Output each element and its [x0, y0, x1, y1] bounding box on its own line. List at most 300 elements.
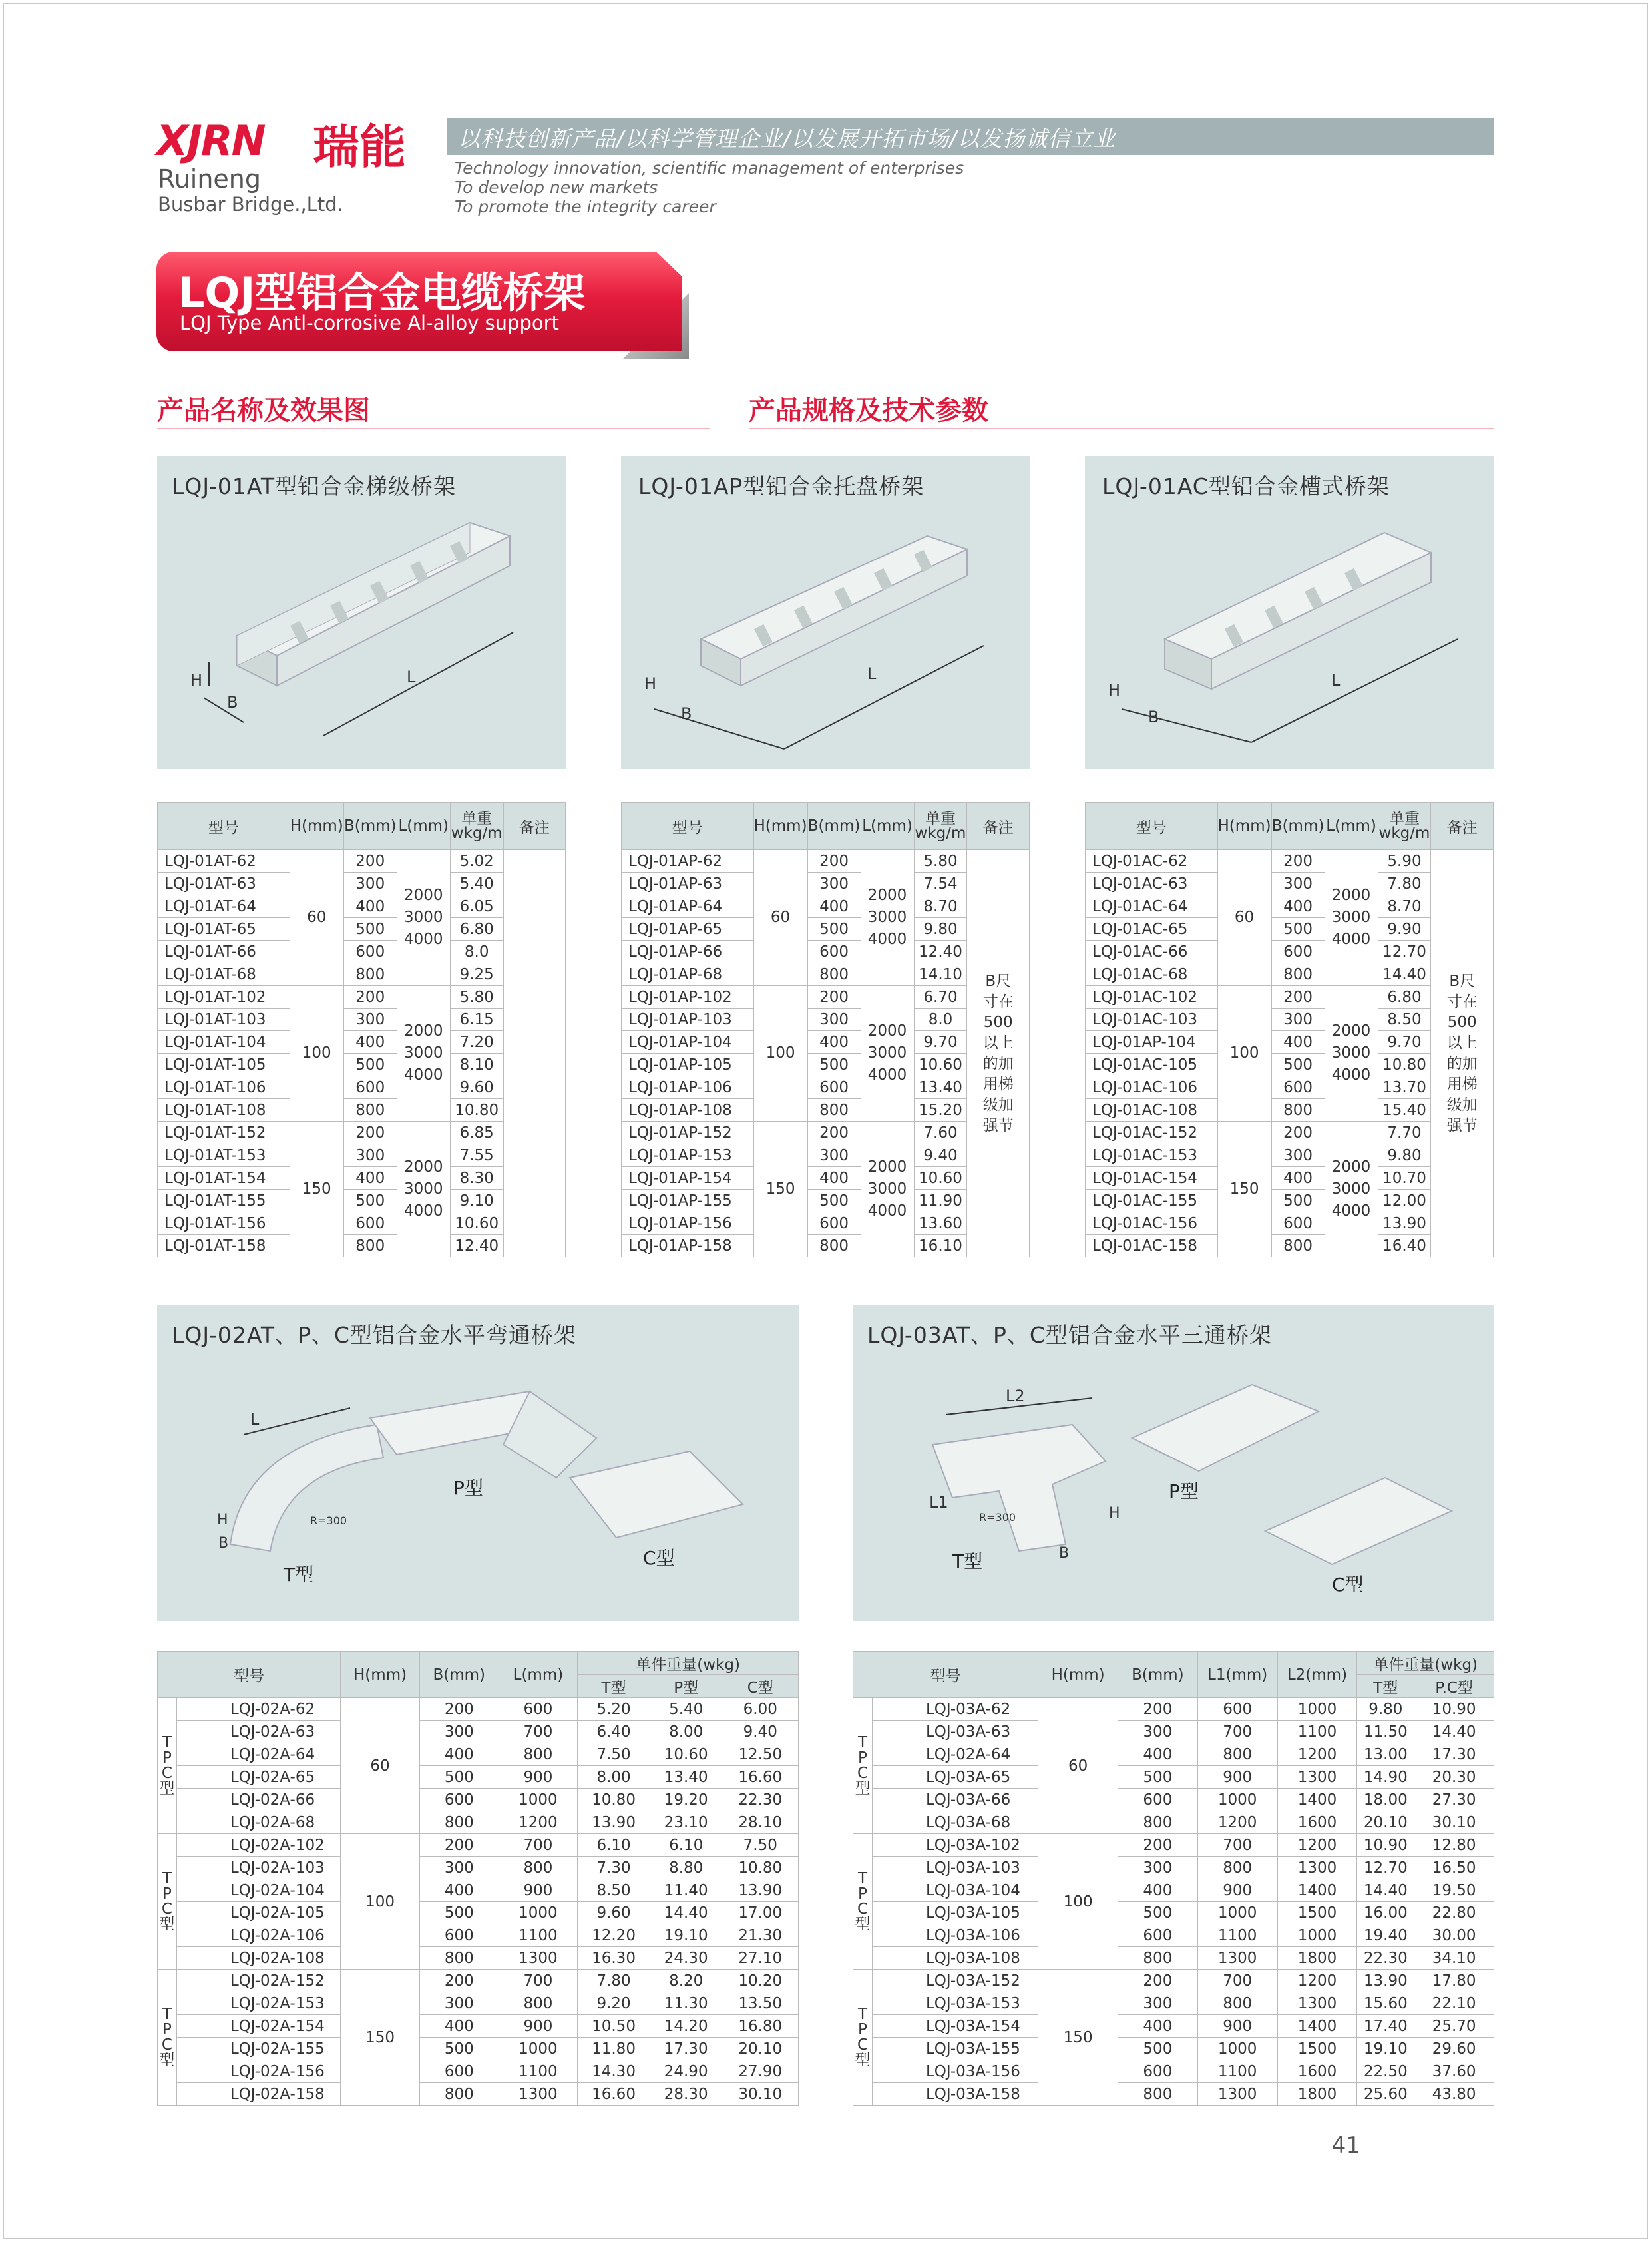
page-number: 41	[1331, 2132, 1360, 2159]
value-cell: 17.40	[1357, 2015, 1414, 2038]
header-cell-b: B(mm)	[807, 803, 861, 850]
model-cell: LQJ-01AC-68	[1086, 963, 1218, 986]
company-name: Ruineng	[158, 164, 262, 194]
value-cell: 1400	[1277, 1879, 1357, 1902]
value-cell: 600	[499, 1698, 578, 1721]
h-cell: 150	[341, 1970, 420, 2106]
model-cell: LQJ-01AC-108	[1086, 1099, 1218, 1122]
table-row	[158, 850, 566, 873]
slogan-en-line: To promote the integrity career	[455, 197, 716, 216]
model-cell: LQJ-03A-105	[872, 1902, 1038, 1924]
model-cell: LQJ-01AT-105	[158, 1054, 290, 1076]
value-cell: 800	[1197, 1743, 1277, 1766]
weight-cell: 14.10	[914, 963, 967, 986]
panel-label: LQJ-01AP型铝合金托盘桥架	[638, 473, 925, 499]
weight-cell: 8.70	[914, 895, 967, 918]
l-cell	[1325, 986, 1378, 1122]
table-row	[853, 2015, 1494, 2038]
section-title-right: 产品规格及技术参数	[749, 395, 988, 426]
model-cell: LQJ-02A-158	[176, 2083, 340, 2106]
model-cell: LQJ-02A-64	[176, 1743, 340, 1766]
model-cell: LQJ-01AP-102	[622, 986, 754, 1009]
b-cell: 200	[343, 850, 397, 873]
b-cell: 200	[343, 1122, 397, 1144]
b-cell: 500	[807, 918, 861, 941]
value-cell: 1200	[1277, 1970, 1357, 1992]
value-cell: 29.60	[1414, 2038, 1494, 2060]
value-cell: 19.20	[650, 1789, 722, 1811]
model-cell: LQJ-03A-102	[872, 1834, 1038, 1857]
weight-cell: 7.55	[450, 1144, 503, 1167]
slogan-cn: 以科技创新产品/以科学管理企业/以发展开拓市场/以发扬诚信立业	[458, 126, 1116, 152]
model-cell: LQJ-01AC-66	[1086, 941, 1218, 963]
b-cell: 300	[1271, 1144, 1325, 1167]
product-panel-01ap	[621, 456, 1030, 769]
value-cell: 1500	[1277, 2038, 1357, 2060]
value-cell: 16.00	[1357, 1902, 1414, 1924]
value-cell: 7.50	[722, 1834, 799, 1857]
value-cell: 8.00	[650, 1721, 722, 1743]
h-cell: 100	[1217, 986, 1271, 1122]
weight-cell: 5.80	[450, 986, 503, 1009]
weight-cell: 7.80	[1378, 873, 1431, 895]
model-cell: LQJ-03A-62	[872, 1698, 1038, 1721]
model-cell: LQJ-01AP-65	[622, 918, 754, 941]
table-row	[158, 1721, 799, 1743]
value-cell: 10.80	[722, 1857, 799, 1879]
weight-cell: 9.10	[450, 1190, 503, 1212]
b-cell: 600	[807, 941, 861, 963]
note-cell	[503, 850, 565, 1257]
b-cell: 500	[1271, 918, 1325, 941]
weight-cell: 10.60	[914, 1054, 967, 1076]
table-row	[853, 1698, 1494, 1721]
note-text: B尺寸在500以上的加用梯级加强节	[1446, 972, 1478, 1134]
product-panel-01at	[157, 456, 566, 769]
note-text: B尺寸在500以上的加用梯级加强节	[982, 972, 1014, 1134]
l-value: 4000	[403, 931, 443, 948]
weight-cell: 9.90	[1378, 918, 1431, 941]
b-cell: 800	[807, 963, 861, 986]
model-cell: LQJ-01AC-103	[1086, 1009, 1218, 1031]
value-cell: 1100	[1197, 2060, 1277, 2083]
model-cell: LQJ-01AP-158	[622, 1235, 754, 1257]
b-cell: 200	[1271, 986, 1325, 1009]
value-cell: 19.40	[1357, 1924, 1414, 1947]
value-cell: 400	[1118, 1879, 1198, 1902]
weight-cell: 7.60	[914, 1122, 967, 1144]
model-cell: LQJ-01AP-108	[622, 1099, 754, 1122]
value-cell: 900	[1197, 2015, 1277, 2038]
header-cell-h: H(mm)	[1217, 803, 1271, 850]
weight-cell: 13.40	[914, 1076, 967, 1099]
l-value: 3000	[867, 1044, 907, 1062]
value-cell: 27.30	[1414, 1789, 1494, 1811]
model-cell: LQJ-01AP-68	[622, 963, 754, 986]
b-cell: 200	[807, 850, 861, 873]
b-cell: 300	[1271, 1009, 1325, 1031]
value-cell: 12.80	[1414, 1834, 1494, 1857]
value-cell: 1200	[1197, 1811, 1277, 1834]
value-cell: 600	[1118, 1789, 1198, 1811]
value-cell: 1600	[1277, 2060, 1357, 2083]
l-value: 4000	[867, 1202, 907, 1220]
value-cell: 400	[419, 2015, 499, 2038]
model-cell: LQJ-01AP-153	[622, 1144, 754, 1167]
value-cell: 1200	[499, 1811, 578, 1834]
note-cell	[967, 850, 1030, 1257]
value-cell: 5.20	[578, 1698, 650, 1721]
b-cell: 800	[343, 1235, 397, 1257]
value-cell: 1000	[1197, 1902, 1277, 1924]
b-cell: 500	[1271, 1190, 1325, 1212]
value-cell: 10.90	[1357, 1834, 1414, 1857]
type-c-label: C型	[1332, 1574, 1364, 1596]
model-cell: LQJ-02A-62	[176, 1698, 340, 1721]
l-value: 2000	[1331, 1022, 1371, 1040]
table-row	[853, 2060, 1494, 2083]
value-cell: 1300	[499, 2083, 578, 2106]
table-row	[853, 2083, 1494, 2106]
value-cell: 9.60	[578, 1902, 650, 1924]
value-cell: 500	[419, 1902, 499, 1924]
value-cell: 200	[419, 1834, 499, 1857]
model-cell: LQJ-02A-65	[176, 1766, 340, 1789]
weight-cell: 6.80	[450, 918, 503, 941]
spec-table-01ap	[621, 802, 1030, 1257]
value-cell: 30.00	[1414, 1924, 1494, 1947]
b-cell: 800	[1271, 1099, 1325, 1122]
value-cell: 200	[419, 1698, 499, 1721]
value-cell: 8.20	[650, 1970, 722, 1992]
b-cell: 400	[807, 1031, 861, 1054]
b-cell: 800	[1271, 963, 1325, 986]
dim-b-label: B	[1148, 708, 1159, 726]
table-row	[158, 2060, 799, 2083]
model-cell: LQJ-01AT-156	[158, 1212, 290, 1235]
value-cell: 14.40	[1414, 1721, 1494, 1743]
value-cell: 600	[1118, 1924, 1198, 1947]
value-cell: 300	[1118, 1857, 1198, 1879]
model-cell: LQJ-03A-106	[872, 1924, 1038, 1947]
dim-l-label: L	[867, 664, 877, 683]
weight-cell: 6.85	[450, 1122, 503, 1144]
model-cell: LQJ-02A-64	[872, 1743, 1038, 1766]
weight-cell: 10.80	[450, 1099, 503, 1122]
value-cell: 22.80	[1414, 1902, 1494, 1924]
model-cell: LQJ-03A-66	[872, 1789, 1038, 1811]
value-cell: 300	[419, 1857, 499, 1879]
note-cell	[1431, 850, 1494, 1257]
value-cell: 16.30	[578, 1947, 650, 1970]
weight-cell: 7.20	[450, 1031, 503, 1054]
l-cell	[1325, 1122, 1378, 1257]
model-cell: LQJ-02A-102	[176, 1834, 340, 1857]
model-cell: LQJ-02A-155	[176, 2038, 340, 2060]
panel-label: LQJ-01AT型铝合金梯级桥架	[172, 473, 456, 499]
company-subname: Busbar Bridge.,Ltd.	[158, 193, 343, 216]
model-cell: LQJ-01AT-65	[158, 918, 290, 941]
banner-title: LQJ型铝合金电缆桥架	[178, 268, 586, 317]
value-cell: 200	[1118, 1834, 1198, 1857]
weight-cell: 10.60	[450, 1212, 503, 1235]
header-cell-weight	[450, 803, 503, 850]
value-cell: 27.10	[722, 1947, 799, 1970]
table-row	[853, 1902, 1494, 1924]
b-cell: 400	[1271, 895, 1325, 918]
value-cell: 12.20	[578, 1924, 650, 1947]
value-cell: 400	[1118, 2015, 1198, 2038]
value-cell: 800	[499, 1992, 578, 2015]
value-cell: 1000	[499, 2038, 578, 2060]
value-cell: 19.50	[1414, 1879, 1494, 1902]
table-row	[158, 1970, 799, 1992]
model-cell: LQJ-03A-108	[872, 1947, 1038, 1970]
model-cell: LQJ-01AP-104	[1086, 1031, 1218, 1054]
l-value: 2000	[1331, 887, 1371, 904]
header-cell-l: L(mm)	[861, 803, 914, 850]
value-cell: 1000	[1197, 1789, 1277, 1811]
model-cell: LQJ-01AP-63	[622, 873, 754, 895]
value-cell: 1300	[1277, 1857, 1357, 1879]
header-cell-note: 备注	[967, 803, 1030, 850]
value-cell: 6.00	[722, 1698, 799, 1721]
table-row	[158, 1879, 799, 1902]
weight-cell: 5.80	[914, 850, 967, 873]
l-value: 4000	[403, 1066, 443, 1084]
value-cell: 400	[419, 1743, 499, 1766]
model-cell: LQJ-01AT-152	[158, 1122, 290, 1144]
weight-cell: 12.70	[1378, 941, 1431, 963]
l-value: 2000	[867, 1022, 907, 1040]
model-cell: LQJ-01AT-103	[158, 1009, 290, 1031]
b-cell: 400	[343, 895, 397, 918]
model-cell: LQJ-01AT-63	[158, 873, 290, 895]
value-cell: 11.50	[1357, 1721, 1414, 1743]
value-cell: 700	[499, 1834, 578, 1857]
model-cell: LQJ-01AP-62	[622, 850, 754, 873]
model-cell: LQJ-02A-153	[176, 1992, 340, 2015]
model-cell: LQJ-01AC-65	[1086, 918, 1218, 941]
table-row	[158, 1811, 799, 1834]
b-cell: 300	[807, 1144, 861, 1167]
dim-h-label: H	[1109, 1505, 1120, 1522]
value-cell: 1300	[1277, 1992, 1357, 2015]
model-cell: LQJ-01AC-105	[1086, 1054, 1218, 1076]
tpc-group-cell	[853, 1834, 873, 1970]
weight-cell: 14.40	[1378, 963, 1431, 986]
value-cell: 10.80	[578, 1789, 650, 1811]
model-cell: LQJ-01AP-106	[622, 1076, 754, 1099]
dim-h-label: H	[644, 674, 657, 693]
table-row	[158, 2038, 799, 2060]
value-cell: 9.20	[578, 1992, 650, 2015]
value-cell: 14.30	[578, 2060, 650, 2083]
table-row	[853, 1766, 1494, 1789]
value-cell: 16.60	[578, 2083, 650, 2106]
dim-l-label: L	[250, 1410, 260, 1429]
header-cell-t: T型	[1357, 1675, 1414, 1698]
header-weight-line: 单重	[461, 810, 493, 827]
spec-table-03a	[853, 1651, 1494, 2106]
b-cell: 800	[807, 1235, 861, 1257]
value-cell: 13.90	[1357, 1970, 1414, 1992]
h-cell: 150	[753, 1122, 807, 1257]
value-cell: 1100	[499, 1924, 578, 1947]
value-cell: 11.40	[650, 1879, 722, 1902]
h-cell: 100	[1038, 1834, 1118, 1970]
model-cell: LQJ-01AP-156	[622, 1212, 754, 1235]
model-cell: LQJ-01AP-64	[622, 895, 754, 918]
header-cell-weight	[914, 803, 967, 850]
table-row	[158, 1902, 799, 1924]
product-panel-03a	[853, 1305, 1494, 1621]
b-cell: 200	[807, 1122, 861, 1144]
header-cell-note: 备注	[1431, 803, 1494, 850]
value-cell: 6.40	[578, 1721, 650, 1743]
b-cell: 400	[807, 1167, 861, 1190]
value-cell: 800	[1197, 1857, 1277, 1879]
model-cell: LQJ-02A-152	[176, 1970, 340, 1992]
l-value: 3000	[403, 909, 443, 926]
b-cell: 800	[343, 1099, 397, 1122]
model-cell: LQJ-03A-63	[872, 1721, 1038, 1743]
l-value: 4000	[403, 1202, 443, 1220]
weight-cell: 15.20	[914, 1099, 967, 1122]
model-cell: LQJ-03A-156	[872, 2060, 1038, 2083]
model-cell: LQJ-02A-105	[176, 1902, 340, 1924]
header-cell-b: B(mm)	[419, 1652, 499, 1698]
weight-cell: 11.90	[914, 1190, 967, 1212]
weight-cell: 8.50	[1378, 1009, 1431, 1031]
header-weight-line: 单重	[925, 810, 956, 827]
model-cell: LQJ-01AT-64	[158, 895, 290, 918]
value-cell: 8.00	[578, 1766, 650, 1789]
value-cell: 700	[499, 1970, 578, 1992]
value-cell: 900	[1197, 1766, 1277, 1789]
header-cell-model: 型号	[1086, 803, 1218, 850]
value-cell: 500	[419, 2038, 499, 2060]
table-row	[158, 1743, 799, 1766]
model-cell: LQJ-01AP-155	[622, 1190, 754, 1212]
weight-cell: 8.70	[1378, 895, 1431, 918]
b-cell: 400	[343, 1167, 397, 1190]
tee-illustration	[853, 1345, 1494, 1621]
value-cell: 9.40	[722, 1721, 799, 1743]
value-cell: 28.30	[650, 2083, 722, 2106]
l-value: 2000	[403, 887, 443, 904]
header-cell-weight: 单件重量(wkg)	[1357, 1652, 1494, 1675]
weight-cell: 6.15	[450, 1009, 503, 1031]
b-cell: 200	[807, 986, 861, 1009]
header-cell-h: H(mm)	[341, 1652, 420, 1698]
weight-cell: 9.70	[914, 1031, 967, 1054]
tpc-group-cell	[853, 1698, 873, 1834]
l-value: 2000	[403, 1158, 443, 1176]
model-cell: LQJ-02A-106	[176, 1924, 340, 1947]
table-row	[158, 1834, 799, 1857]
value-cell: 24.30	[650, 1947, 722, 1970]
weight-cell: 6.70	[914, 986, 967, 1009]
value-cell: 28.10	[722, 1811, 799, 1834]
table-row	[853, 2038, 1494, 2060]
value-cell: 17.30	[1414, 1743, 1494, 1766]
product-panel-02a	[157, 1305, 799, 1621]
model-cell: LQJ-01AC-153	[1086, 1144, 1218, 1167]
table-row	[158, 1857, 799, 1879]
weight-cell: 8.30	[450, 1167, 503, 1190]
model-cell: LQJ-01AT-66	[158, 941, 290, 963]
header-weight-unit: wkg/m	[915, 825, 966, 842]
h-cell: 60	[1217, 850, 1271, 986]
tpc-text: TPC型	[855, 2005, 871, 2069]
l-cell	[397, 1122, 450, 1257]
model-cell: LQJ-01AT-154	[158, 1167, 290, 1190]
value-cell: 1100	[1277, 1721, 1357, 1743]
table-row	[853, 1721, 1494, 1743]
l-cell	[397, 850, 450, 986]
type-p-label: P型	[453, 1477, 483, 1499]
dim-b-label: B	[681, 704, 692, 723]
value-cell: 800	[1118, 2083, 1198, 2106]
value-cell: 700	[499, 1721, 578, 1743]
slogan-en	[455, 158, 964, 216]
value-cell: 300	[1118, 1992, 1198, 2015]
l-value: 3000	[403, 1180, 443, 1198]
table-row	[158, 1766, 799, 1789]
dim-r-label: R=300	[979, 1511, 1016, 1524]
value-cell: 1400	[1277, 2015, 1357, 2038]
value-cell: 20.30	[1414, 1766, 1494, 1789]
dim-b-label: B	[1059, 1545, 1070, 1562]
b-cell: 500	[343, 1190, 397, 1212]
value-cell: 800	[1197, 1992, 1277, 2015]
value-cell: 7.50	[578, 1743, 650, 1766]
weight-cell: 10.70	[1378, 1167, 1431, 1190]
l-value: 2000	[867, 1158, 907, 1176]
model-cell: LQJ-01AC-102	[1086, 986, 1218, 1009]
l-value: 3000	[867, 909, 907, 926]
l-value: 3000	[1331, 1180, 1371, 1198]
header-cell-l1: L1(mm)	[1197, 1652, 1277, 1698]
model-cell: LQJ-03A-65	[872, 1766, 1038, 1789]
value-cell: 200	[1118, 1698, 1198, 1721]
tpc-text: TPC型	[159, 1869, 175, 1933]
dim-r-label: R=300	[310, 1514, 347, 1527]
value-cell: 300	[1118, 1721, 1198, 1743]
tpc-group-cell	[158, 1698, 177, 1834]
model-cell: LQJ-03A-68	[872, 1811, 1038, 1834]
value-cell: 30.10	[722, 2083, 799, 2106]
value-cell: 1000	[1277, 1924, 1357, 1947]
weight-cell: 9.70	[1378, 1031, 1431, 1054]
weight-cell: 12.40	[450, 1235, 503, 1257]
model-cell: LQJ-01AT-102	[158, 986, 290, 1009]
model-cell: LQJ-03A-103	[872, 1857, 1038, 1879]
value-cell: 700	[1197, 1721, 1277, 1743]
b-cell: 600	[343, 1076, 397, 1099]
b-cell: 500	[343, 918, 397, 941]
model-cell: LQJ-02A-154	[176, 2015, 340, 2038]
weight-cell: 9.80	[1378, 1144, 1431, 1167]
value-cell: 11.80	[578, 2038, 650, 2060]
h-cell: 60	[1038, 1698, 1118, 1834]
header-cell-h: H(mm)	[1038, 1652, 1118, 1698]
value-cell: 800	[499, 1857, 578, 1879]
b-cell: 600	[1271, 941, 1325, 963]
panel-label: LQJ-03AT、P、C型铝合金水平三通桥架	[867, 1322, 1272, 1348]
value-cell: 1300	[499, 1947, 578, 1970]
